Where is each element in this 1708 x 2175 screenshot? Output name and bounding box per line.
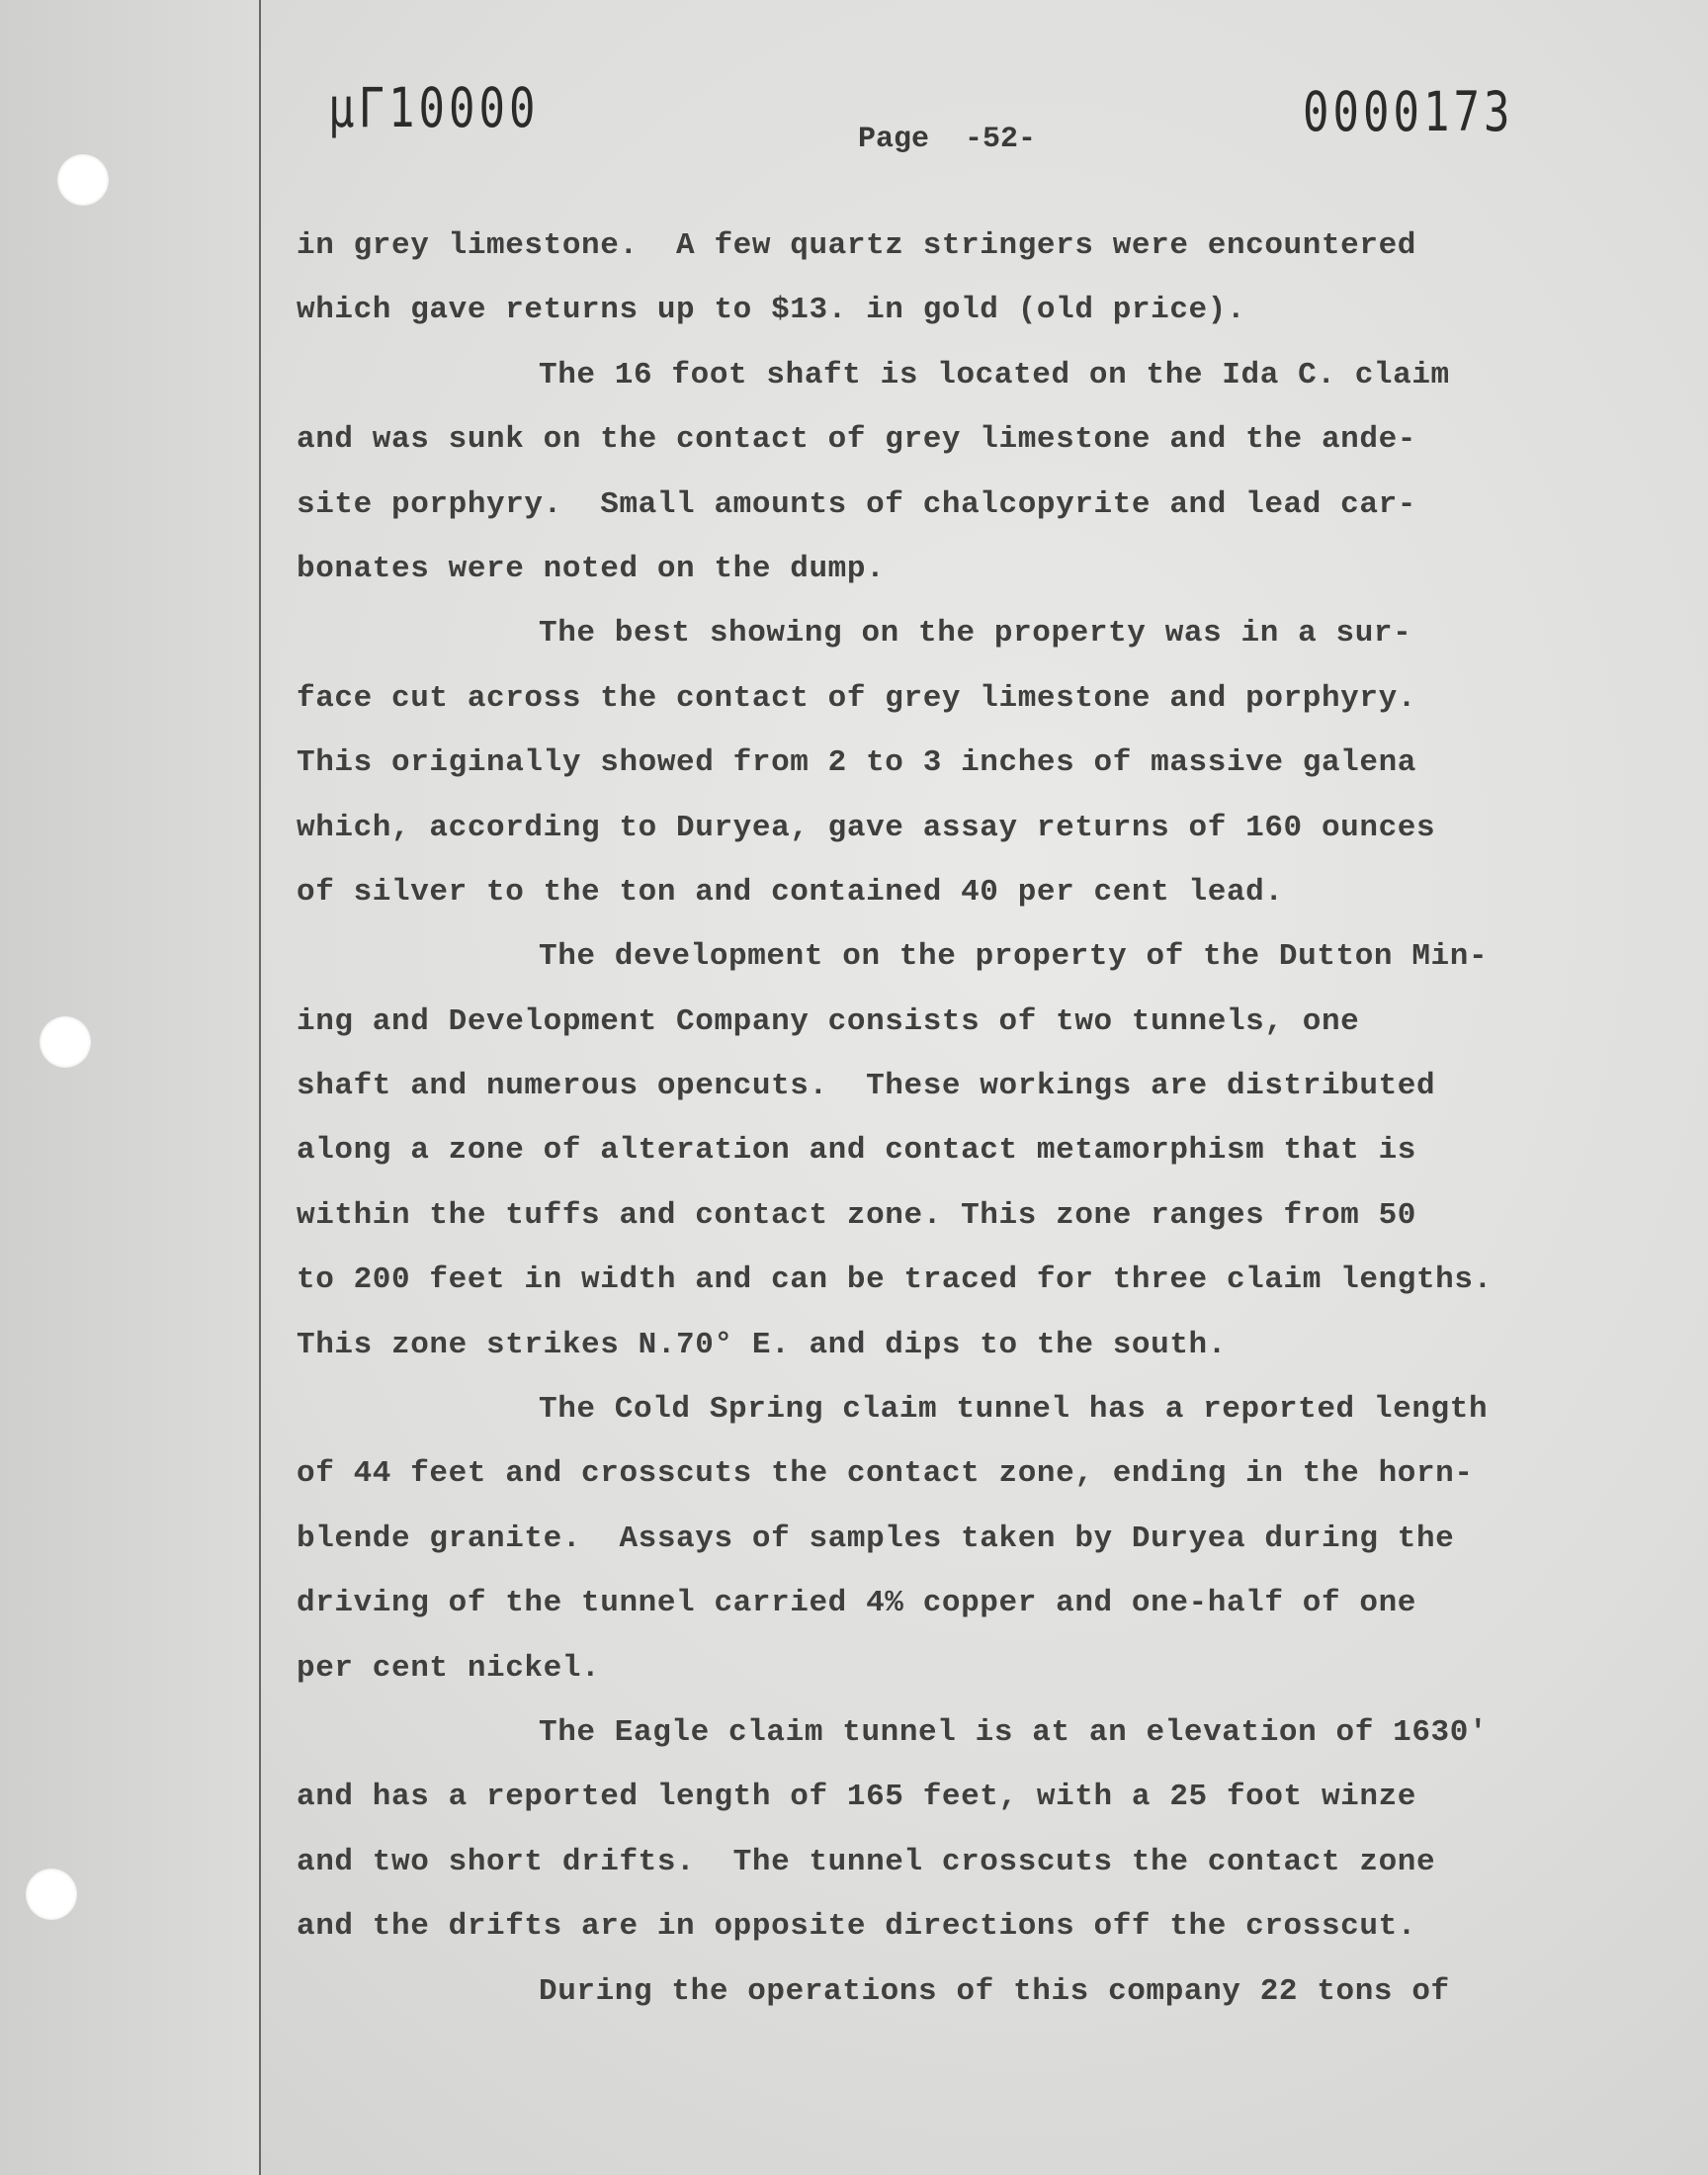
archive-stamp-left: µΓ10000 [328, 77, 540, 140]
text-line: The 16 foot shaft is located on the Ida C. claim [539, 357, 1450, 392]
margin-rule-line [259, 0, 261, 2175]
text-line: This zone strikes N.70° E. and dips to the south. [297, 1327, 1227, 1362]
punch-hole-middle [40, 1016, 91, 1068]
text-line: which gave returns up to $13. in gold (old price). [297, 293, 1246, 328]
page-number: Page -52- [858, 123, 1037, 156]
text-line: During the operations of this company 22 tons of [539, 1973, 1450, 2009]
text-line: within the tuffs and contact zone. This zone ranges from 50 [297, 1197, 1416, 1233]
text-line: and was sunk on the contact of grey limestone and the ande- [297, 422, 1416, 458]
text-line: driving of the tunnel carried 4% copper and one-half of one [297, 1586, 1416, 1621]
text-line: The development on the property of the Dutton Min- [539, 939, 1489, 975]
text-line: site porphyry. Small amounts of chalcopyrite and lead car- [297, 486, 1416, 522]
punch-hole-bottom [26, 1869, 77, 1920]
text-line: ing and Development Company consists of two tunnels, one [297, 1003, 1360, 1039]
typewritten-body [297, 214, 1572, 2024]
text-line: The Eagle claim tunnel is at an elevation of 1630' [539, 1714, 1489, 1750]
text-line: shaft and numerous opencuts. These workings are distributed [297, 1069, 1436, 1104]
text-line: of silver to the ton and contained 40 per cent lead. [297, 874, 1284, 910]
text-line: which, according to Duryea, gave assay returns of 160 ounces [297, 810, 1436, 845]
text-line: The Cold Spring claim tunnel has a reported length [539, 1392, 1489, 1428]
punch-hole-top [57, 154, 109, 206]
text-line: and two short drifts. The tunnel crosscuts the contact zone [297, 1844, 1436, 1879]
text-line: and has a reported length of 165 feet, with a 25 foot winze [297, 1780, 1416, 1815]
document-number-stamp: 0000173 [1303, 81, 1514, 144]
text-line: This originally showed from 2 to 3 inches of massive galena [297, 745, 1416, 781]
text-line: per cent nickel. [297, 1650, 601, 1686]
left-margin [0, 0, 259, 2175]
text-line: The best showing on the property was in a sur- [539, 616, 1412, 652]
text-line: in grey limestone. A few quartz stringers were encountered [297, 228, 1416, 263]
text-line: along a zone of alteration and contact metamorphism that is [297, 1133, 1416, 1169]
text-line: face cut across the contact of grey limestone and porphyry. [297, 680, 1416, 716]
text-line: to 200 feet in width and can be traced for three claim lengths. [297, 1262, 1493, 1298]
text-line: bonates were noted on the dump. [297, 551, 886, 586]
text-line: and the drifts are in opposite directions off the crosscut. [297, 1909, 1416, 1945]
text-line: of 44 feet and crosscuts the contact zone, ending in the horn- [297, 1456, 1474, 1492]
text-line: blende granite. Assays of samples taken by Duryea during the [297, 1521, 1455, 1556]
